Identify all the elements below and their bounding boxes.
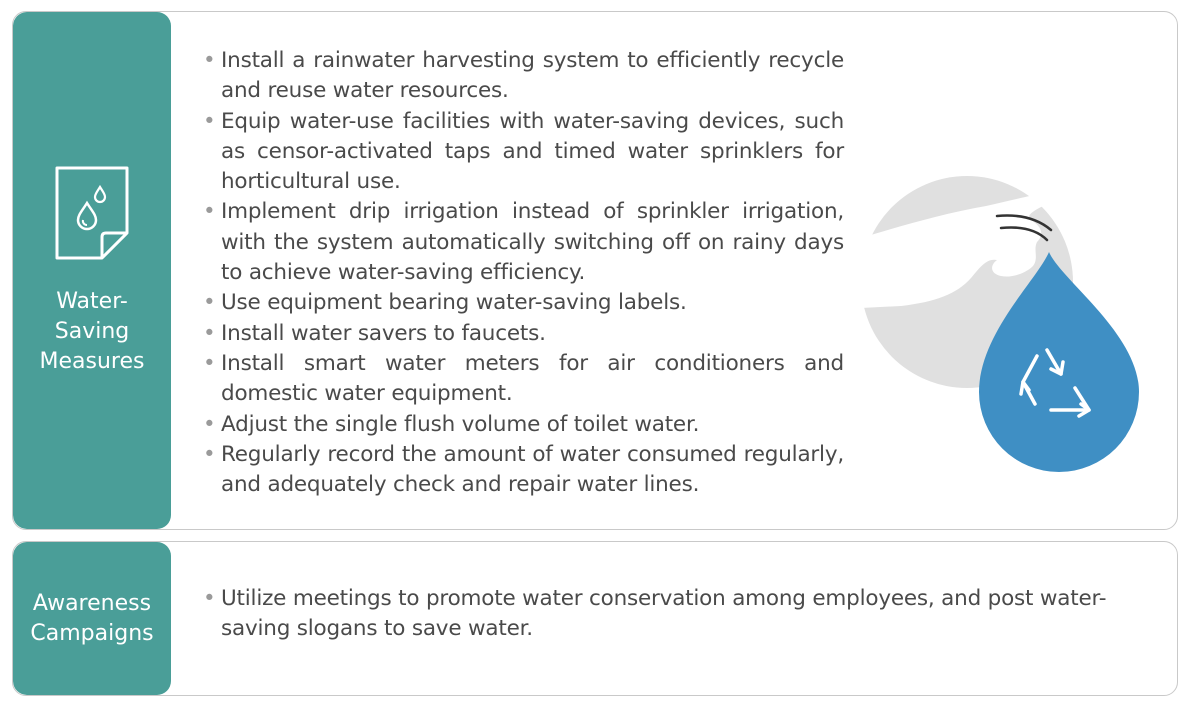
hand-water-drop-recycle-icon xyxy=(861,174,1161,474)
list-item: • Implement drip irrigation instead of sprinkler irrigation, with the system automatically switching off on rainy days to achieve water-saving efficiency. xyxy=(203,197,844,288)
water-saving-title-line: Saving xyxy=(54,318,130,344)
awareness-content xyxy=(203,584,1153,645)
awareness-title xyxy=(30,589,153,649)
list-item: • Utilize meetings to promote water conservation among employees, and post water-saving slogans to save water. xyxy=(203,584,1153,645)
water-saving-title-line: Measures xyxy=(39,348,145,374)
water-saving-title-line: Water- xyxy=(56,288,128,314)
list-item: • Use equipment bearing water-saving labels. xyxy=(203,288,844,318)
list-item: • Install water savers to faucets. xyxy=(203,319,844,349)
water-saving-card xyxy=(12,11,1178,530)
awareness-list xyxy=(203,584,1153,645)
water-saving-list xyxy=(203,46,844,500)
awareness-title-line: Awareness xyxy=(32,590,152,616)
awareness-title-line: Campaigns xyxy=(30,620,154,646)
water-saving-title xyxy=(40,287,145,377)
water-saving-side-panel xyxy=(13,12,171,529)
water-document-icon xyxy=(54,165,130,261)
awareness-card xyxy=(12,541,1178,696)
list-item: • Regularly record the amount of water consumed regularly, and adequately check and repair water lines. xyxy=(203,440,844,501)
awareness-side-panel xyxy=(13,542,171,695)
water-saving-content xyxy=(203,46,844,500)
list-item: • Install smart water meters for air conditioners and domestic water equipment. xyxy=(203,349,844,410)
list-item: • Equip water-use facilities with water-saving devices, such as censor-activated taps and timed water sprinklers for horticultural use. xyxy=(203,107,844,198)
list-item: • Install a rainwater harvesting system to efficiently recycle and reuse water resources. xyxy=(203,46,844,107)
list-item: • Adjust the single flush volume of toilet water. xyxy=(203,410,844,440)
